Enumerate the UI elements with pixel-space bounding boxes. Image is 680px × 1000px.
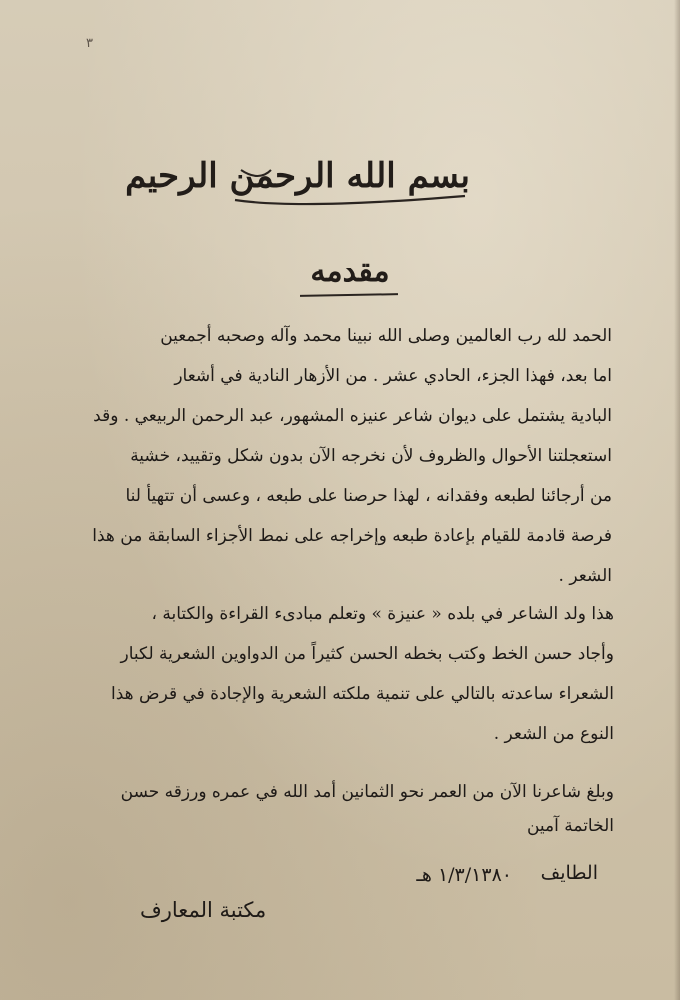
page-number-mark: ٣: [86, 36, 93, 51]
paragraph-1-line-5: من أرجائنا لطبعه وفقدانه ، لهذا حرصنا على طبعه ، وعسى أن تتهيأ لنا: [125, 486, 612, 506]
page-edge-shadow: [674, 0, 680, 1000]
basmala-text: بسم الله الرحمن الرحيم: [125, 156, 470, 196]
paragraph-2-line-4: النوع من الشعر .: [493, 724, 614, 744]
heading-underline: [300, 293, 398, 297]
signature-place: الطايف: [540, 862, 598, 884]
paragraph-1-line-3: البادية يشتمل على ديوان شاعر عنيزه المشهور، عبد الرحمن الربيعي . وقد: [93, 406, 612, 426]
paragraph-1-line-4: استعجلتنا الأحوال والظروف لأن نخرجه الآن بدون شكل وتقييد، خشية: [130, 446, 612, 466]
signature-date: ١/٣/١٣٨٠ هـ: [416, 864, 512, 886]
paragraph-2: [44, 604, 614, 774]
paragraph-2-line-1: هذا ولد الشاعر في بلده « عنيزة » وتعلم مبادىء القراءة والكتابة ،: [151, 604, 614, 624]
paragraph-1: [52, 326, 612, 606]
paragraph-3: [44, 782, 614, 862]
paragraph-1-line-6: فرصة قادمة للقيام بإعادة طبعه وإخراجه على نمط الأجزاء السابقة من هذا: [92, 526, 612, 546]
paragraph-3-line-1: وبلغ شاعرنا الآن من العمر نحو الثمانين أمد الله في عمره ورزقه حسن: [120, 782, 614, 802]
paragraph-2-line-2: وأجاد حسن الخط وكتب بخطه الحسن كثيراً من الدواوين الشعرية لكبار: [120, 644, 614, 664]
paragraph-1-line-1: الحمد لله رب العالمين وصلى الله نبينا محمد وآله وصحبه أجمعين: [160, 326, 612, 346]
paragraph-2-line-3: الشعراء ساعدته بالتالي على تنمية ملكته الشعرية والإجادة في قرض هذا: [111, 684, 614, 704]
page-heading: مقدمه: [310, 254, 390, 289]
paragraph-3-line-2: الخاتمة آمين: [526, 816, 614, 836]
publisher-name: مكتبة المعارف: [140, 898, 267, 922]
paragraph-1-line-2: اما بعد، فهذا الجزء، الحادي عشر . من الأزهار النادية في أشعار: [174, 366, 612, 386]
paragraph-1-line-7: الشعر .: [558, 566, 612, 586]
